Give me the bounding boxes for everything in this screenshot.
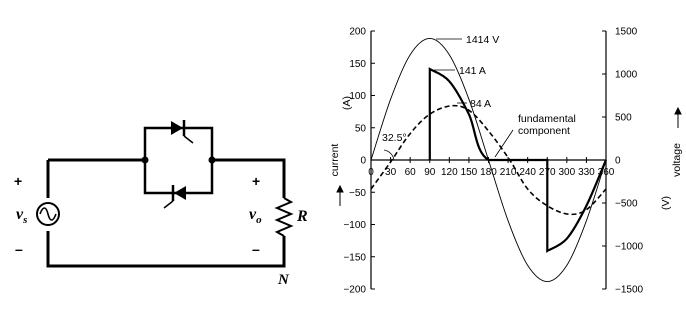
source-minus-sign: – [15, 241, 23, 257]
wire-thyristor-lower [145, 160, 212, 193]
annotation-84a: 84 A [470, 98, 492, 110]
circuit-diagram [48, 128, 284, 266]
left-tick-label-0: 200 [349, 26, 366, 38]
x-tick-label-10: 300 [558, 167, 576, 178]
thyristor-lower-icon [164, 185, 186, 208]
left-tick-label-4: 0 [360, 155, 366, 167]
left-tick-label-2: 100 [349, 91, 366, 102]
x-tick-label-4: 120 [440, 167, 458, 178]
wire-top-right [212, 160, 284, 198]
source-plus-sign: + [14, 173, 23, 189]
right-tick-label-0: 1500 [615, 26, 638, 38]
x-tick-label-3: 90 [424, 167, 436, 178]
wire-bottom [48, 231, 284, 266]
left-tick-label-7: −150 [343, 252, 366, 264]
left-tick-label-1: 150 [349, 58, 366, 70]
x-tick-label-8: 240 [519, 167, 537, 178]
annotation-141a: 141 A [459, 65, 486, 77]
right-axis-title: voltage [671, 143, 683, 177]
x-tick-label-6: 180 [480, 167, 497, 178]
right-tick-label-4: −500 [615, 198, 638, 210]
left-axis-title: current [329, 143, 341, 177]
x-tick-label-9: 270 [538, 167, 556, 178]
left-axis-unit: (A) [341, 96, 353, 110]
right-axis-unit: (V) [660, 196, 672, 210]
x-tick-label-12: 360 [597, 167, 615, 178]
x-tick-label-2: 60 [404, 167, 416, 178]
output-plus-sign: + [252, 173, 261, 189]
resistor-label: R [297, 208, 308, 225]
right-tick-label-5: −1000 [615, 241, 644, 253]
x-tick-label-11: 330 [578, 167, 595, 178]
left-axis-arrow-head [337, 186, 343, 192]
right-tick-label-6: −1500 [615, 284, 644, 296]
right-axis-ticks [602, 27, 644, 296]
left-tick-label-5: −50 [349, 187, 366, 199]
annotation-angle-arc [384, 150, 394, 160]
x-tick-label-1: 30 [385, 167, 397, 178]
left-tick-label-8: −200 [343, 284, 366, 296]
junction-dot-left [142, 157, 149, 164]
right-tick-label-1: 1000 [615, 69, 638, 81]
source-label: $v_s$ [16, 206, 28, 226]
wire-thyristor-upper [145, 128, 212, 160]
left-tick-label-3: 50 [354, 123, 366, 135]
right-axis-arrow-head [675, 108, 681, 114]
annotation-component: component [518, 125, 570, 137]
output-minus-sign: – [252, 241, 260, 257]
left-axis-ticks [343, 27, 375, 296]
output-label: $v_o$ [249, 206, 262, 226]
waveform-chart [329, 27, 683, 296]
right-tick-label-2: 500 [615, 112, 632, 124]
ac-source-icon [37, 203, 59, 225]
annotation-1414v: 1414 V [466, 34, 500, 46]
annotation-angle: 32.5° [382, 132, 407, 144]
junction-dot-right [209, 157, 216, 164]
annotation-fundamental: fundamental [518, 113, 576, 125]
node-label: N [278, 272, 289, 288]
x-tick-label-0: 0 [368, 167, 374, 178]
left-tick-label-6: −100 [343, 220, 366, 231]
x-tick-label-5: 150 [460, 167, 478, 178]
right-tick-label-3: 0 [615, 155, 621, 167]
resistor-icon [277, 198, 291, 236]
thyristor-upper-icon [171, 120, 193, 143]
x-tick-label-7: 210 [499, 167, 517, 178]
